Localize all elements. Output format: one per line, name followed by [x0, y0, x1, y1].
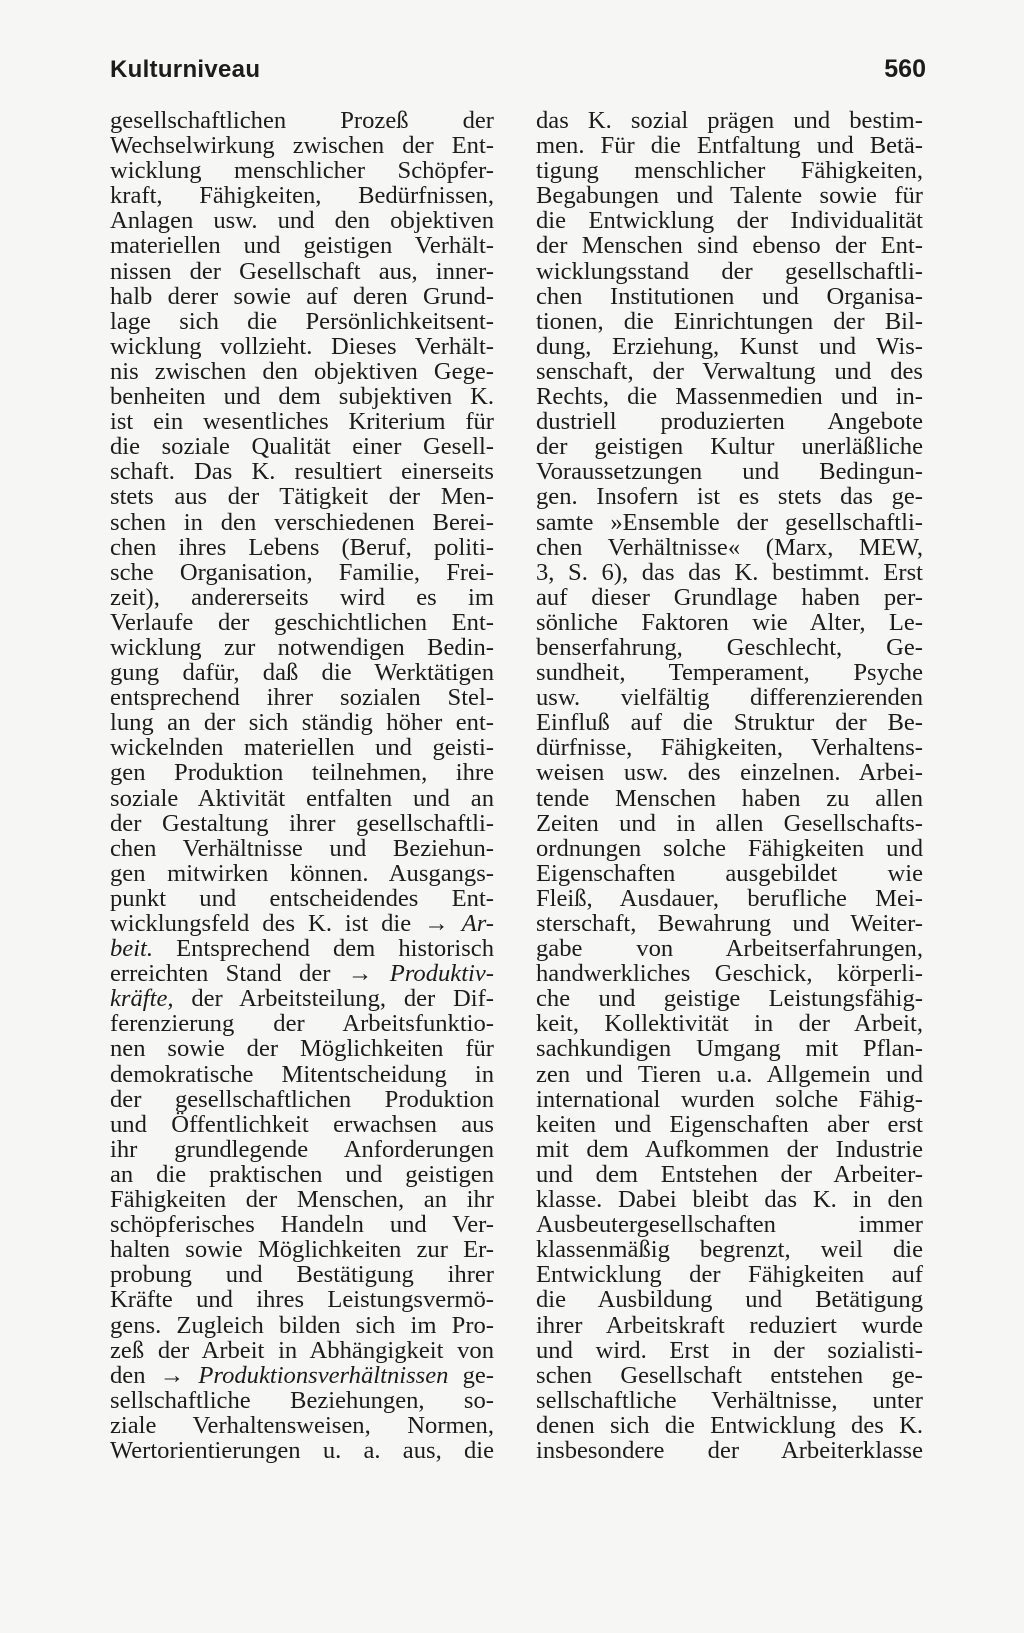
text-line: ihr grundlegende Anforderungen [110, 1135, 494, 1163]
text-line: ordnungen solche Fähigkeiten und [536, 834, 923, 862]
text-line: zen und Tieren u.a. Allgemein und [536, 1060, 923, 1088]
text-line: weisen usw. des einzelnen. Arbei- [536, 759, 923, 787]
text-line: sachkundigen Umgang mit Pflan- [536, 1035, 923, 1063]
text-line: sterschaft, Bewahrung und Weiter- [536, 910, 923, 937]
text-line: klasse. Dabei bleibt das K. in den [536, 1186, 923, 1214]
line-text-segment: ge- [448, 1361, 494, 1389]
text-line: Begabungen und Talente sowie für [536, 182, 923, 210]
text-line: Kräfte und ihres Leistungsvermö- [110, 1286, 494, 1314]
line-text-segment: wicklungsfeld des K. ist die → [110, 910, 462, 937]
cross-reference: Produktiv- [389, 960, 494, 988]
text-line: halten sowie Möglichkeiten zur Er- [110, 1236, 494, 1264]
text-line: wicklungsstand der gesellschaftli- [536, 257, 923, 285]
text-line: Wertorientierungen u. a. aus, die [110, 1436, 494, 1464]
text-line: wickelnden materiellen und geisti- [110, 734, 494, 762]
text-line: der Menschen sind ebenso der Ent- [536, 232, 923, 260]
text-line: der geistigen Kultur unerläßliche [536, 433, 923, 461]
line-text-segment: den → [110, 1361, 199, 1389]
cross-reference: beit. [110, 935, 154, 963]
text-line: schen in den verschiedenen Berei- [110, 508, 494, 536]
text-line: benserfahrung, Geschlecht, Ge- [536, 633, 923, 661]
page-number: 560 [884, 55, 926, 83]
text-line: gung dafür, daß die Werktätigen [110, 659, 494, 687]
text-line: Verlaufe der geschichtlichen Ent- [110, 608, 494, 636]
text-line: dung, Erziehung, Kunst und Wis- [536, 332, 923, 360]
text-line: international wurden solche Fähig- [536, 1085, 923, 1113]
text-line: chen Verhältnisse« (Marx, MEW, [536, 533, 923, 561]
text-line: Einfluß auf die Struktur der Be- [536, 709, 923, 737]
text-line [110, 911, 494, 936]
text-line: sönliche Faktoren wie Alter, Le- [536, 608, 923, 636]
text-line: ziale Verhaltensweisen, Normen, [110, 1411, 494, 1439]
text-line [110, 986, 494, 1011]
cross-reference: kräfte, [110, 985, 174, 1013]
text-line: Zeiten und in allen Gesellschafts- [536, 809, 923, 837]
line-text-segment: Entsprechend dem historisch [153, 935, 494, 963]
text-line: gen mitwirken können. Ausgangs- [110, 859, 494, 887]
left-text-column [110, 108, 494, 1463]
text-line: zeß der Arbeit in Abhängigkeit von [110, 1336, 494, 1364]
text-line: Ausbeutergesellschaften immer [536, 1211, 923, 1239]
text-line: die Entwicklung der Individualität [536, 207, 923, 235]
text-line: Eigenschaften ausgebildet wie [536, 859, 923, 887]
text-line: 3, S. 6), das das K. bestimmt. Erst [536, 558, 923, 586]
text-line: samte »Ensemble der gesellschaftli- [536, 508, 923, 536]
line-text-segment: der Arbeitsteilung, der Dif- [173, 985, 494, 1013]
text-line: schen Gesellschaft entstehen ge- [536, 1361, 923, 1389]
text-line: chen ihres Lebens (Beruf, politi- [110, 533, 494, 561]
cross-reference: Ar- [461, 910, 494, 937]
text-line: das K. sozial prägen und bestim- [536, 107, 923, 134]
text-line: sche Organisation, Familie, Frei- [110, 558, 494, 586]
text-line: chen Institutionen und Organisa- [536, 282, 923, 310]
right-text-column [536, 108, 923, 1463]
text-line: lage sich die Persönlichkeitsent- [110, 307, 494, 335]
text-line: soziale Aktivität entfalten und an [110, 784, 494, 812]
text-line [110, 936, 494, 961]
text-line: gen Produktion teilnehmen, ihre [110, 759, 494, 787]
text-line: probung und Bestätigung ihrer [110, 1261, 494, 1289]
text-line: Entwicklung der Fähigkeiten auf [536, 1261, 923, 1289]
text-line: men. Für die Entfaltung und Betä- [536, 132, 923, 160]
text-line: ferenzierung der Arbeitsfunktio- [110, 1010, 494, 1038]
text-line: und dem Entstehen der Arbeiter- [536, 1160, 923, 1188]
text-line: dustriell produzierten Angebote [536, 408, 923, 436]
text-line: materiellen und geistigen Verhält- [110, 232, 494, 260]
text-line: denen sich die Entwicklung des K. [536, 1411, 923, 1439]
text-line: chen Verhältnisse und Beziehun- [110, 834, 494, 862]
text-line: senschaft, der Verwaltung und des [536, 357, 923, 385]
text-line: kraft, Fähigkeiten, Bedürfnissen, [110, 182, 494, 210]
text-line: stets aus der Tätigkeit der Men- [110, 483, 494, 511]
text-line: die Ausbildung und Betätigung [536, 1286, 923, 1314]
text-line: und Öffentlichkeit erwachsen aus [110, 1110, 494, 1138]
text-line: Fähigkeiten der Menschen, an ihr [110, 1186, 494, 1214]
text-line: entsprechend ihrer sozialen Stel- [110, 684, 494, 712]
text-line: halb derer sowie auf deren Grund- [110, 282, 494, 310]
text-line: tende Menschen haben zu allen [536, 784, 923, 812]
line-text-segment: erreichten Stand der → [110, 960, 390, 988]
text-line: insbesondere der Arbeiterklasse [536, 1436, 923, 1464]
text-line: sundheit, Temperament, Psyche [536, 659, 923, 687]
text-line: der Gestaltung ihrer gesellschaftli- [110, 809, 494, 837]
text-line: Rechts, die Massenmedien und in- [536, 383, 923, 411]
text-line: gabe von Arbeitserfahrungen, [536, 935, 923, 963]
text-line: ist ein wesentliches Kriterium für [110, 408, 494, 436]
text-line: mit dem Aufkommen der Industrie [536, 1135, 923, 1163]
text-line: handwerkliches Geschick, körperli- [536, 960, 923, 988]
text-line: gesellschaftlichen Prozeß der [110, 107, 494, 134]
text-line: wicklung vollzieht. Dieses Verhält- [110, 332, 494, 360]
text-line: zeit), andererseits wird es im [110, 583, 494, 611]
text-line: gens. Zugleich bilden sich im Pro- [110, 1311, 494, 1339]
text-line: tionen, die Einrichtungen der Bil- [536, 307, 923, 335]
text-line: ihrer Arbeitskraft reduziert wurde [536, 1311, 923, 1339]
text-line: keit, Kollektivität in der Arbeit, [536, 1010, 923, 1038]
text-line: schöpferisches Handeln und Ver- [110, 1211, 494, 1239]
text-line: wicklung menschlicher Schöpfer- [110, 157, 494, 185]
text-line: Voraussetzungen und Bedingun- [536, 458, 923, 486]
text-line: tigung menschlicher Fähigkeiten, [536, 157, 923, 185]
text-line: Fleiß, Ausdauer, berufliche Mei- [536, 884, 923, 912]
text-line [110, 961, 494, 986]
text-line [110, 1363, 494, 1388]
text-line: der gesellschaftlichen Produktion [110, 1085, 494, 1113]
text-line: gen. Insofern ist es stets das ge- [536, 483, 923, 511]
text-line: demokratische Mitentscheidung in [110, 1060, 494, 1088]
text-line: wicklung zur notwendigen Bedin- [110, 633, 494, 661]
text-line: Anlagen usw. und den objektiven [110, 207, 494, 235]
text-line: sellschaftliche Verhältnisse, unter [536, 1386, 923, 1414]
text-line: lung an der sich ständig höher ent- [110, 709, 494, 737]
text-line: nen sowie der Möglichkeiten für [110, 1035, 494, 1063]
text-line: che und geistige Leistungsfähig- [536, 985, 923, 1013]
text-line: dürfnisse, Fähigkeiten, Verhaltens- [536, 734, 923, 762]
text-line: sellschaftliche Beziehungen, so- [110, 1386, 494, 1414]
text-line: klassenmäßig begrenzt, weil die [536, 1236, 923, 1264]
text-line: punkt und entscheidendes Ent- [110, 884, 494, 912]
running-head-title: Kulturniveau [110, 56, 261, 83]
text-line: nissen der Gesellschaft aus, inner- [110, 257, 494, 285]
cross-reference: Produktionsverhältnissen [198, 1361, 449, 1389]
text-line: und wird. Erst in der sozialisti- [536, 1336, 923, 1364]
text-line: schaft. Das K. resultiert einerseits [110, 458, 494, 486]
text-line: keiten und Eigenschaften aber erst [536, 1110, 923, 1138]
text-line: benheiten und dem subjektiven K. [110, 383, 494, 411]
text-line: Wechselwirkung zwischen der Ent- [110, 132, 494, 160]
text-line: die soziale Qualität einer Gesell- [110, 433, 494, 461]
text-line: an die praktischen und geistigen [110, 1160, 494, 1188]
text-line: nis zwischen den objektiven Gege- [110, 357, 494, 385]
text-line: auf dieser Grundlage haben per- [536, 583, 923, 611]
text-line: usw. vielfältig differenzierenden [536, 684, 923, 712]
